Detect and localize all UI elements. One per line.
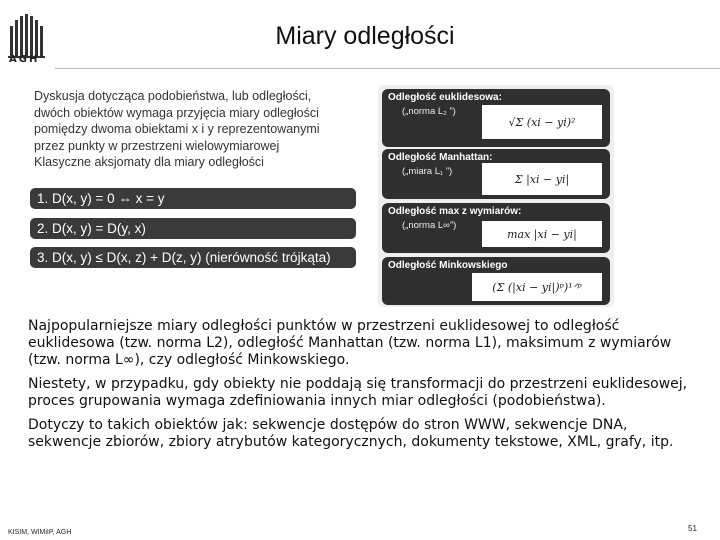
intro-text [34,88,360,171]
card-subtitle: („norma L₂ ”) [402,106,456,117]
intro-line: Klasyczne aksjomaty dla miary odległości [34,155,264,169]
intro-line: dwóch obiektów wymaga przyjęcia miary odległości [34,105,319,120]
card-title: Odległość Minkowskiego [388,260,508,271]
card-title: Odległość max z wymiarów: [388,206,522,217]
card-subtitle: („miara L₁ ”) [402,166,453,177]
axiom-1: 1. D(x, y) = 0 ⇔ x = y [30,188,356,209]
formula-minkowski: (Σ (|xi − yi|)ᵖ)¹ᐟᵖ [472,273,602,301]
axioms-panel [30,88,360,274]
body-text [28,318,688,458]
axiom-3: 3. D(x, y) ≤ D(x, z) + D(z, y) (nierówność trójkąta) [30,247,356,268]
intro-line: przez punkty w przestrzeni wielowymiarowej [34,138,280,153]
card-subtitle: („norma L∞”) [402,220,457,231]
card-title: Odległość Manhattan: [388,152,493,163]
paragraph: Najpopularniejsze miary odległości punktów w przestrzeni euklidesowej to odległość euklidesowa (tzw. norma L2), odległość Manhattan (tzw. norma L1), maksimum z wymiarów (tzw. norma L∞), czy odległość Minkowskiego. [28,318,672,368]
card-minkowski [382,257,610,305]
card-euclidean [382,89,610,147]
page-title: Miary odległości [275,22,455,50]
paragraph: Dotyczy to takich obiektów jak: sekwencje dostępów do stron WWW, sekwencje DNA, sekwencje zbiorów, zbiory atrybutów kategorycznych, dokumenty tekstowe, XML, grafy, itp. [28,417,674,450]
axiom-2: 2. D(x, y) = D(y, x) [30,218,356,239]
formula-max: max |xi − yi| [482,221,602,247]
distance-measures-panel [378,85,614,307]
intro-line: pomiędzy dwoma obiektami x i y reprezentowanymi [34,122,320,136]
formula-euclidean: √Σ (xi − yi)² [482,105,602,139]
formula-manhattan: Σ |xi − yi| [482,163,602,195]
page-number: 51 [688,524,697,533]
title-divider [55,68,720,69]
card-max [382,203,610,253]
intro-line: Dyskusja dotycząca podobieństwa, lub odległości, [34,89,312,103]
footer-affiliation: KISIM, WIMiIP, AGH [8,529,72,536]
logo-text: AGH [9,54,40,65]
card-title: Odległość euklidesowa: [388,92,502,103]
card-manhattan [382,149,610,199]
paragraph: Niestety, w przypadku, gdy obiekty nie poddają się transformacji do przestrzeni euklidesowej, proces grupowania wymaga zdefiniowania innych miar odległości (podobieństwa). [28,376,688,409]
